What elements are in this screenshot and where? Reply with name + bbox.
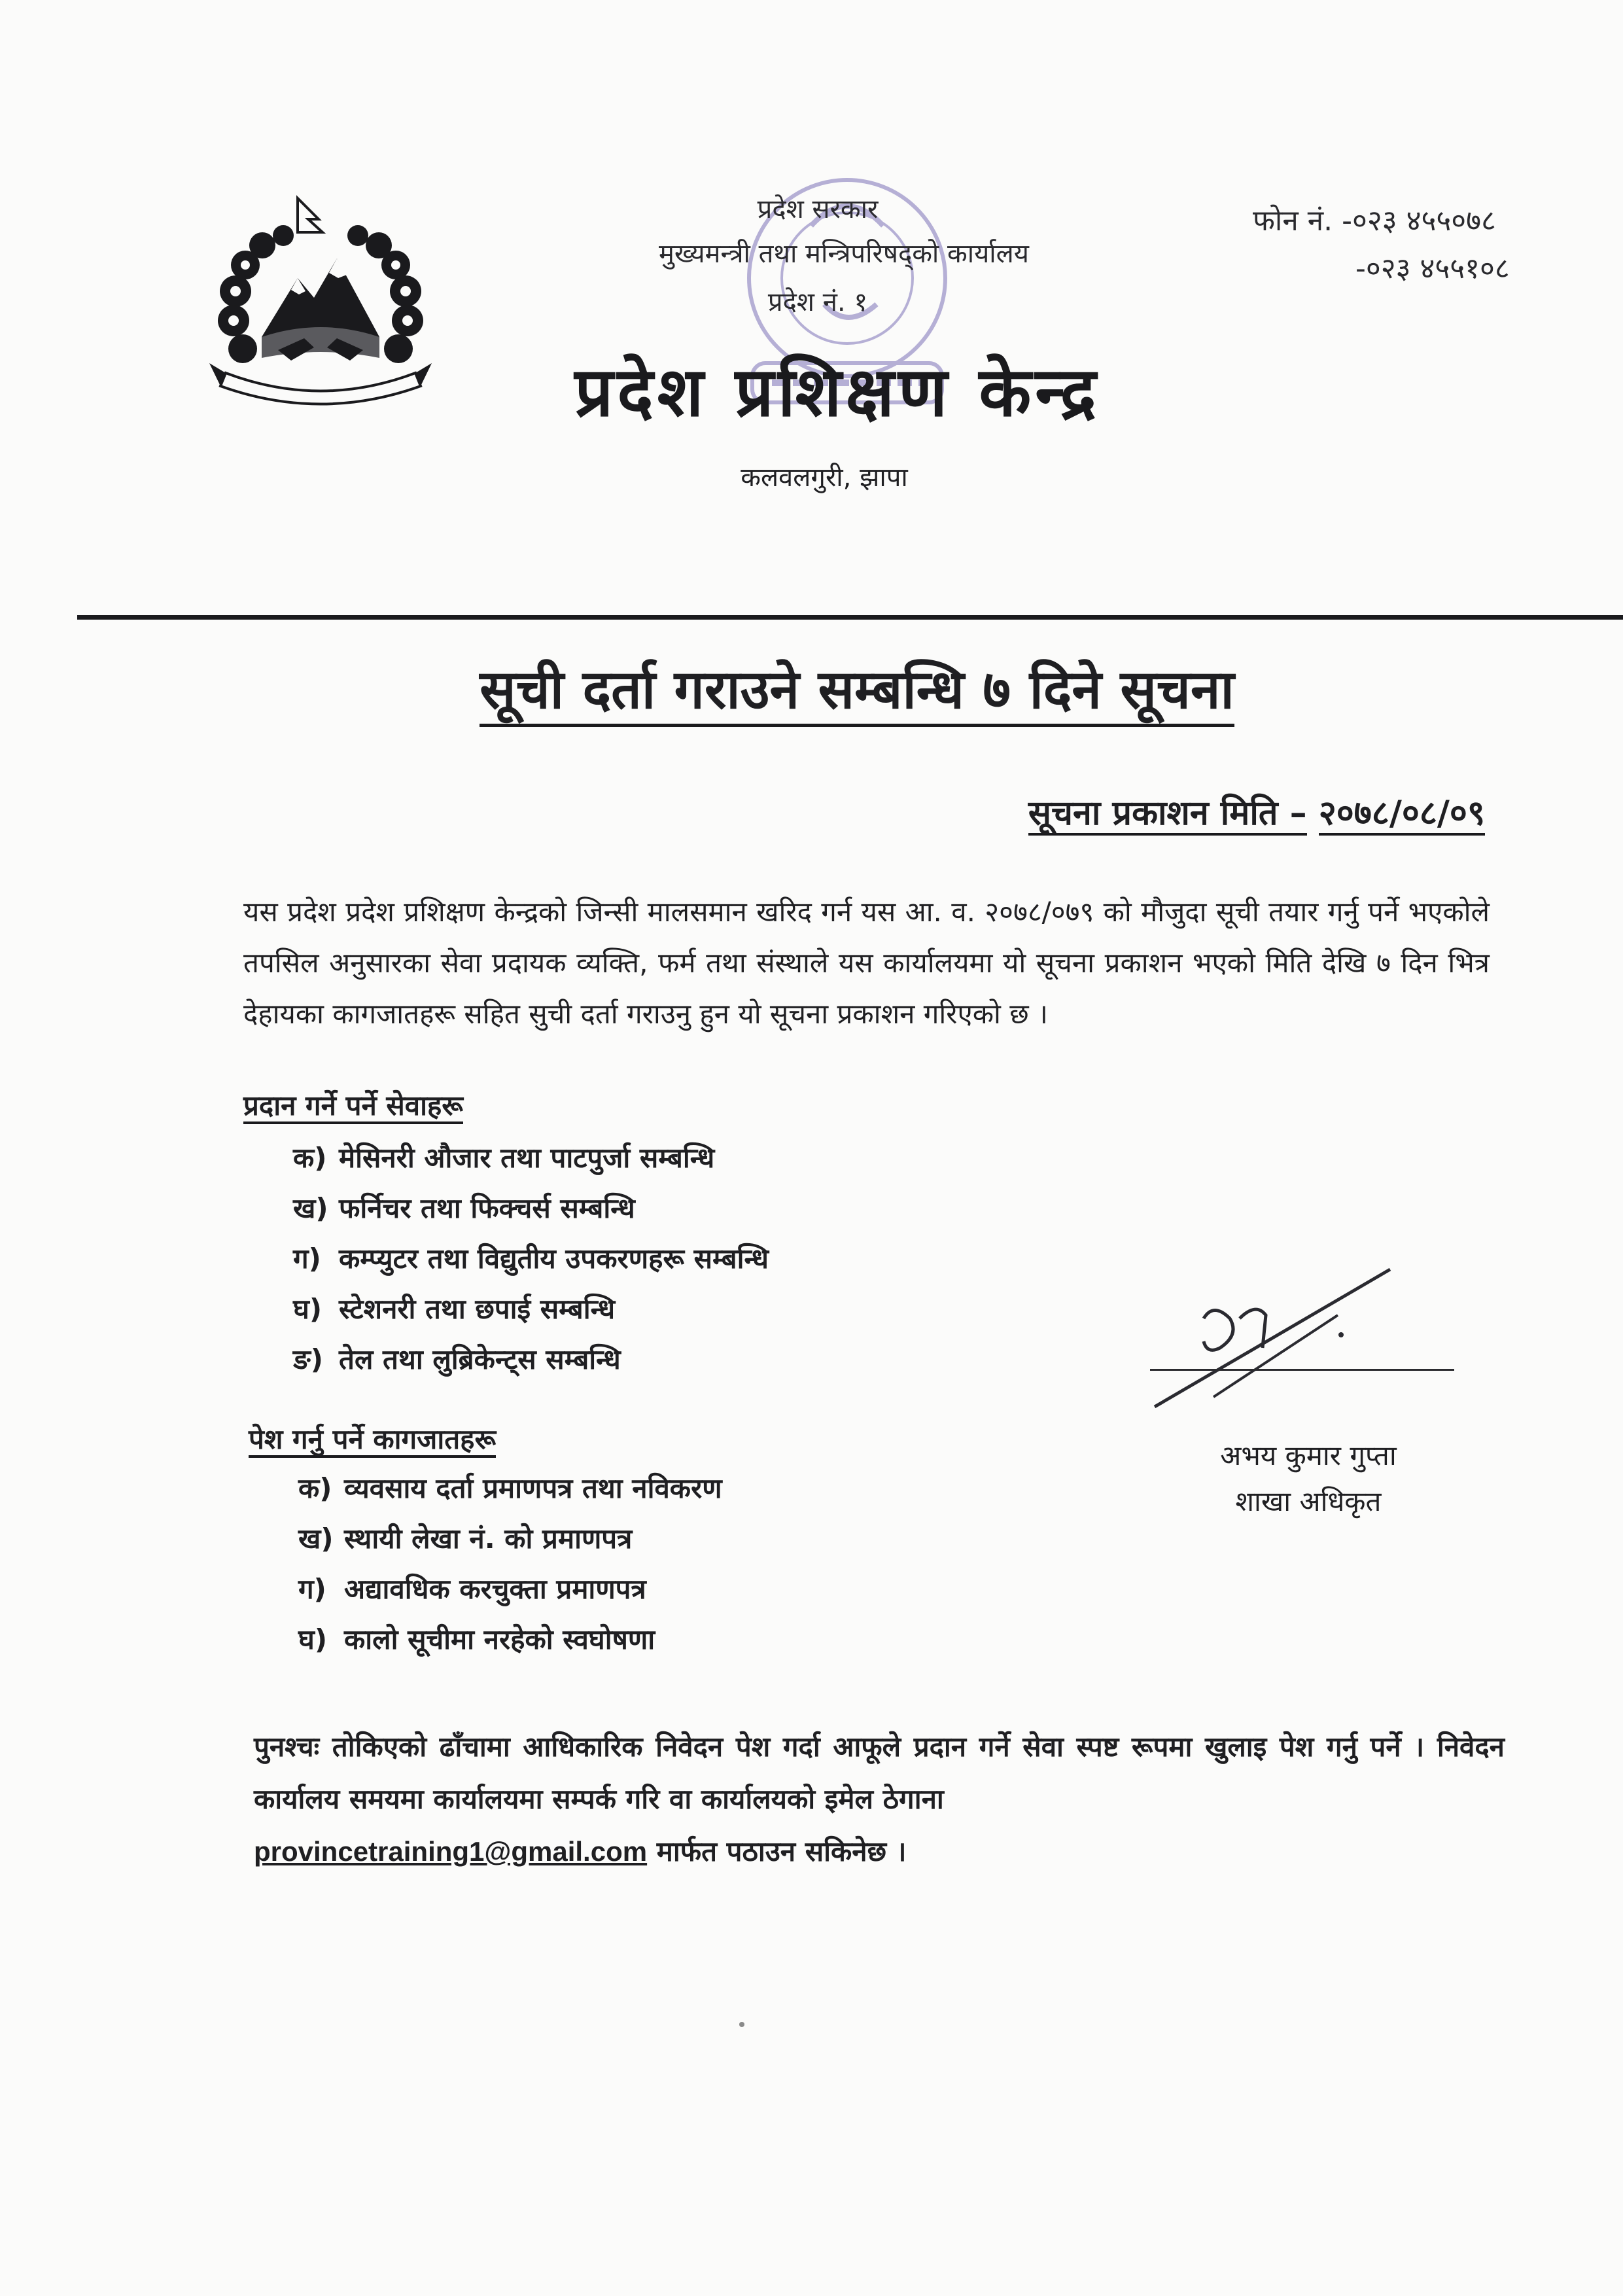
list-item: [298, 1469, 722, 1519]
organization-name: प्रदेश प्रशिक्षण केन्द्र: [574, 352, 1100, 432]
email-link[interactable]: provincetraining1@gmail.com: [254, 1836, 648, 1867]
list-marker: ग): [293, 1243, 321, 1275]
list-item-text: फर्निचर तथा फिक्चर्स सम्बन्धि: [339, 1192, 635, 1224]
publication-date-label: सूचना प्रकाशन मिति –: [1028, 794, 1307, 836]
list-item: [298, 1570, 722, 1620]
list-item-text: मेसिनरी औजार तथा पाटपुर्जा सम्बन्धि: [339, 1142, 715, 1174]
signatory-title: शाखा अधिकृत: [1235, 1485, 1382, 1517]
list-marker: ङ): [293, 1343, 323, 1375]
documents-heading-text: पेश गर्नु पर्ने कागजातहरू: [249, 1423, 496, 1458]
national-emblem: [200, 186, 442, 412]
list-item-text: कम्प्युटर तथा विद्युतीय उपकरणहरू सम्बन्धि: [339, 1243, 769, 1275]
list-item-text: स्थायी लेखा नं. को प्रमाणपत्र: [344, 1523, 633, 1555]
documents-list: [298, 1469, 722, 1670]
list-item-text: अद्यावधिक करचुक्ता प्रमाणपत्र: [344, 1573, 646, 1605]
signature-line: [1150, 1369, 1454, 1371]
notice-title-text: सूची दर्ता गराउने सम्बन्धि ७ दिने सूचना: [480, 659, 1234, 727]
list-item: [293, 1290, 769, 1340]
list-marker: क): [298, 1472, 332, 1504]
publication-date-value: २०७८/०८/०९: [1319, 794, 1485, 836]
notice-title: [366, 651, 1348, 724]
list-marker: क): [293, 1142, 327, 1174]
list-item-text: स्टेशनरी तथा छपाई सम्बन्धि: [339, 1293, 616, 1325]
list-item: [293, 1139, 769, 1189]
list-item: [298, 1620, 722, 1670]
services-list: [293, 1139, 769, 1390]
list-item: [298, 1519, 722, 1570]
header-government: प्रदेश सरकार: [757, 194, 879, 224]
list-marker: ग): [298, 1573, 326, 1605]
list-marker: ख): [298, 1523, 334, 1555]
header-divider: [77, 615, 1623, 620]
services-heading-text: प्रदान गर्ने पर्ने सेवाहरू: [243, 1089, 463, 1124]
list-item-text: व्यवसाय दर्ता प्रमाणपत्र तथा नविकरण: [344, 1472, 722, 1504]
list-item: [293, 1239, 769, 1290]
header-office: मुख्यमन्त्री तथा मन्त्रिपरिषद्को कार्यालय: [659, 239, 1029, 269]
header-province: प्रदेश नं. १: [767, 287, 868, 317]
postscript-text-end: मार्फत पठाउन सकिनेछ ।: [656, 1835, 907, 1867]
postscript-text: पुनश्चः तोकिएको ढाँचामा आधिकारिक निवेदन पेश गर्दा आफूले प्रदान गर्ने सेवा स्पष्ट रूपमा खुलाइ पेश गर्नु पर्ने । निवेदन कार्यालय समयमा कार्यालयमा सम्पर्क गरि वा कार्यालयको इमेल ठेगाना: [254, 1731, 1505, 1815]
notice-body: यस प्रदेश प्रदेश प्रशिक्षण केन्द्रको जिन्सी मालसमान खरिद गर्न यस आ. व. २०७८/०७९ को मौजुदा सूची तयार गर्नु पर्ने भएकोले तपसिल अनुसारका सेवा प्रदायक व्यक्ति, फर्म तथा संस्थाले यस कार्यालयमा यो सूचना प्रकाशन भएको मिति देखि ७ दिन भित्र देहायका कागजातहरू सहित सुची दर्ता गराउनु हुन यो सूचना प्रकाशन गरिएको छ ।: [243, 896, 1490, 1030]
services-heading: [243, 1086, 463, 1123]
postscript: [254, 1721, 1505, 1878]
documents-heading: [249, 1420, 496, 1457]
list-item: [293, 1189, 769, 1239]
list-marker: ख): [293, 1192, 328, 1224]
handwritten-signature: [1142, 1256, 1482, 1426]
list-item-text: तेल तथा लुब्रिकेन्ट्स सम्बन्धि: [339, 1343, 621, 1375]
list-marker: घ): [293, 1293, 323, 1325]
list-marker: घ): [298, 1623, 328, 1655]
list-item: [293, 1340, 769, 1390]
phone-number-2: -०२३ ४५५१०८: [1355, 252, 1510, 285]
phone-number-1: फोन नं. -०२३ ४५५०७८: [1253, 204, 1496, 238]
paper-speck: [739, 2022, 744, 2027]
organization-address: कलवलगुरी, झापा: [741, 463, 908, 493]
publication-date: [818, 788, 1485, 835]
signatory-name: अभय कुमार गुप्ता: [1220, 1439, 1397, 1472]
list-item-text: कालो सूचीमा नरहेको स्वघोषणा: [344, 1623, 655, 1655]
